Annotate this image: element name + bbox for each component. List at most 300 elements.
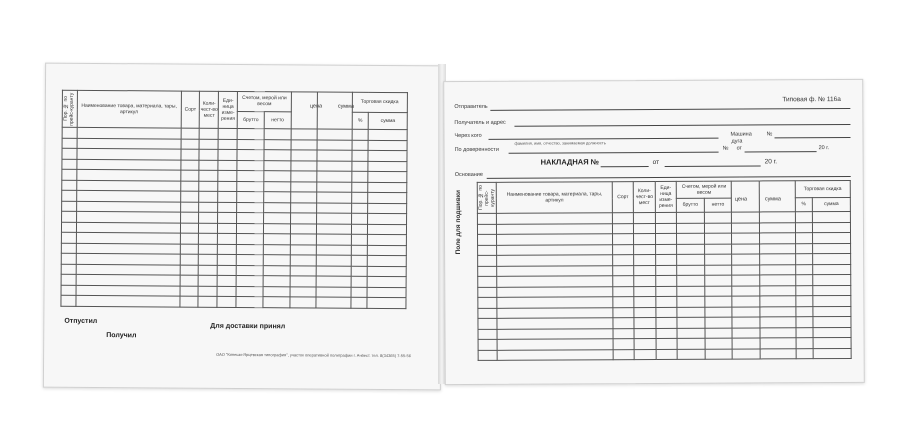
- left-table-cell: [236, 275, 263, 286]
- left-table-cell: [264, 139, 291, 150]
- left-table-cell: [62, 190, 77, 201]
- right-table-cell: [656, 349, 678, 360]
- rcol-pct: %: [795, 197, 812, 211]
- right-table-cell: [634, 212, 656, 223]
- left-table-cell: [180, 275, 199, 286]
- rcol-counted: Счетом, мерой или весом: [676, 181, 731, 198]
- left-table-cell: [180, 170, 199, 181]
- right-table-cell: [732, 327, 760, 338]
- right-price-label: цена: [734, 196, 748, 203]
- right-table-cell: [677, 307, 705, 318]
- left-table-cell: [264, 160, 291, 171]
- right-table-cell: [732, 233, 760, 244]
- left-table-cell: [352, 140, 369, 151]
- left-table-cell: [351, 276, 368, 287]
- left-table-cell: [180, 202, 199, 213]
- right-table-cell: [634, 296, 656, 307]
- right-table-cell: [497, 213, 613, 224]
- right-table-cell: [612, 223, 634, 234]
- arc-label: дуга: [731, 138, 743, 145]
- left-table-cell: [263, 223, 290, 234]
- left-table-cell: [317, 224, 351, 235]
- right-table-cell: [612, 213, 634, 224]
- power-date-line: [745, 151, 817, 152]
- right-table-cell: [656, 317, 678, 328]
- form-code: Типовая ф. № 116а: [782, 96, 841, 104]
- left-table-cell: [76, 253, 180, 264]
- col-qty: Коли-чест-во мест: [200, 91, 219, 128]
- right-table-cell: [705, 338, 733, 349]
- left-table-cell: [317, 203, 351, 214]
- left-table-cell: [62, 180, 77, 191]
- right-table-cell: [497, 276, 613, 287]
- invoice-no-line: [601, 166, 649, 167]
- left-table-cell: [263, 244, 290, 255]
- right-table-cell: [478, 234, 497, 245]
- basis-line: [487, 176, 851, 179]
- right-table-cell: [813, 222, 851, 233]
- rcol-unit: Еди-ница изме-рения: [655, 181, 677, 212]
- left-table-cell: [199, 233, 218, 244]
- col-price-list-no: Пор. № по прейс-куранту: [62, 90, 77, 127]
- left-table-cell: [198, 296, 217, 307]
- left-table-cell: [61, 243, 76, 254]
- right-table-cell: [497, 265, 613, 276]
- col-sum: [317, 92, 352, 129]
- right-table-cell: [634, 317, 656, 328]
- left-table-cell: [264, 181, 291, 192]
- right-table-cell: [760, 348, 796, 359]
- left-table-cell: [77, 180, 181, 191]
- col-counted: Счетом, мерой или весом: [238, 91, 292, 111]
- left-table-cell: [76, 232, 180, 243]
- left-table-cell: [218, 181, 237, 192]
- left-table-cell: [62, 211, 77, 222]
- left-table-cell: [217, 296, 236, 307]
- left-table-cell: [351, 203, 368, 214]
- right-table-cell: [477, 224, 496, 235]
- left-table-cell: [290, 244, 317, 255]
- left-table-cell: [180, 244, 199, 255]
- left-table-cell: [367, 297, 406, 308]
- right-table-cell: [760, 264, 796, 275]
- left-table-cell: [237, 202, 264, 213]
- right-table-cell: [813, 306, 851, 317]
- right-table-cell: [760, 317, 796, 328]
- left-table-cell: [291, 181, 318, 192]
- left-table-cell: [351, 255, 368, 266]
- rcol-netto: нетто: [704, 198, 732, 212]
- left-table-cell: [367, 266, 406, 277]
- left-table-cell: [317, 129, 351, 140]
- right-table-cell: [477, 213, 496, 224]
- left-table-cell: [180, 233, 199, 244]
- left-table-cell: [76, 211, 180, 222]
- right-table-cell: [759, 222, 795, 233]
- right-goods-table: [477, 180, 852, 361]
- right-table-cell: [704, 244, 732, 255]
- left-table-cell: [62, 201, 77, 212]
- sender-line: [490, 108, 850, 111]
- right-table-cell: [796, 317, 813, 328]
- right-table-cell: [613, 349, 635, 360]
- right-table-body: [477, 211, 851, 360]
- left-table-cell: [291, 150, 318, 161]
- right-table-cell: [796, 338, 813, 349]
- left-table-cell: [61, 295, 76, 306]
- right-table-cell: [634, 307, 656, 318]
- left-table-cell: [263, 286, 290, 297]
- right-table-cell: [796, 306, 813, 317]
- right-table-cell: [704, 212, 732, 223]
- left-table-cell: [237, 223, 264, 234]
- left-table-cell: [61, 232, 76, 243]
- left-table-cell: [62, 159, 77, 170]
- left-table-cell: [316, 255, 350, 266]
- right-table-cell: [733, 348, 761, 359]
- right-table-cell: [634, 223, 656, 234]
- left-table-cell: [76, 222, 180, 233]
- right-table-cell: [759, 233, 795, 244]
- left-table-cell: [237, 139, 264, 150]
- left-table-cell: [291, 171, 318, 182]
- rcol-brutto: брутто: [677, 198, 705, 212]
- right-sum-label: сумма: [764, 196, 781, 203]
- right-table-cell: [634, 233, 656, 244]
- right-table-cell: [795, 233, 812, 244]
- left-table-cell: [180, 254, 199, 265]
- left-table-cell: [200, 128, 219, 139]
- left-table-cell: [368, 245, 407, 256]
- left-table-cell: [263, 255, 290, 266]
- left-table-cell: [62, 148, 77, 159]
- left-table-cell: [61, 253, 76, 264]
- right-table-cell: [813, 285, 851, 296]
- right-table-cell: [497, 318, 613, 329]
- right-table-row: [478, 348, 851, 360]
- right-table-cell: [478, 255, 497, 266]
- right-table-cell: [795, 264, 812, 275]
- right-table-cell: [704, 254, 732, 265]
- left-table-cell: [290, 297, 317, 308]
- left-table-cell: [76, 243, 180, 254]
- right-table-cell: [732, 275, 760, 286]
- left-table-cell: [351, 182, 368, 193]
- right-table-cell: [613, 328, 635, 339]
- right-table-cell: [677, 265, 705, 276]
- left-table-cell: [351, 287, 368, 298]
- left-table-cell: [199, 254, 218, 265]
- right-table-cell: [677, 233, 705, 244]
- left-table-cell: [218, 149, 237, 160]
- right-table-cell: [732, 338, 760, 349]
- left-table-cell: [77, 169, 181, 180]
- left-table-cell: [351, 297, 368, 308]
- left-table-cell: [368, 171, 407, 182]
- right-table-cell: [705, 307, 733, 318]
- left-table-cell: [218, 212, 237, 223]
- printer-imprint: ОАО "Кинеши-Ярцевская типография", участок оперативной полиграфии г. Ачбест. тел. 8(34365) 7-55-56: [216, 351, 411, 359]
- left-table-cell: [76, 285, 180, 296]
- left-table-cell: [264, 171, 291, 182]
- left-table-cell: [199, 181, 218, 192]
- right-table-cell: [497, 307, 613, 318]
- right-table-cell: [795, 254, 812, 265]
- right-table-cell: [478, 297, 497, 308]
- left-table-cell: [290, 192, 317, 203]
- left-table-cell: [198, 286, 217, 297]
- right-table-cell: [732, 254, 760, 265]
- left-table-row: [61, 295, 406, 308]
- rcol-qty: Коли-чест-во мест: [634, 181, 656, 212]
- right-table-cell: [705, 328, 733, 339]
- right-table-cell: [813, 295, 851, 306]
- left-table-cell: [264, 202, 291, 213]
- right-table-cell: [478, 329, 497, 340]
- binding-field-text: Поле для подшивки: [455, 190, 462, 255]
- right-table-cell: [732, 264, 760, 275]
- left-table-cell: [368, 224, 407, 235]
- right-table-cell: [655, 254, 677, 265]
- left-table-cell: [180, 286, 199, 297]
- right-table-cell: [497, 244, 613, 255]
- right-table-cell: [655, 223, 677, 234]
- right-table-cell: [760, 296, 796, 307]
- right-table-cell: [677, 244, 705, 255]
- right-table-cell: [498, 349, 614, 360]
- left-table-cell: [61, 264, 76, 275]
- left-table-cell: [236, 296, 263, 307]
- right-table-cell: [760, 285, 796, 296]
- machine-no-label: №: [766, 131, 773, 138]
- left-table-cell: [290, 234, 317, 245]
- right-table-cell: [812, 211, 850, 222]
- left-table-cell: [199, 275, 218, 286]
- right-table-cell: [497, 339, 613, 350]
- left-table-cell: [218, 128, 237, 139]
- right-table-cell: [613, 318, 635, 329]
- col-pct: %: [352, 112, 369, 129]
- left-table-cell: [62, 169, 77, 180]
- left-table-cell: [263, 297, 290, 308]
- right-table-cell: [705, 286, 733, 297]
- right-table-cell: [704, 233, 732, 244]
- left-table-cell: [290, 276, 317, 287]
- left-table-cell: [180, 181, 199, 192]
- released-label: Отпустил: [64, 317, 98, 325]
- left-table-cell: [236, 286, 263, 297]
- left-table-cell: [77, 201, 181, 212]
- left-table-cell: [368, 182, 407, 193]
- received-label: Получил: [106, 332, 137, 340]
- right-table-cell: [732, 243, 760, 254]
- left-table-cell: [62, 138, 77, 149]
- left-table-cell: [218, 244, 237, 255]
- left-table-cell: [61, 274, 76, 285]
- left-table-cell: [77, 190, 181, 201]
- rcol-sort: Сорт: [612, 182, 634, 213]
- left-table-cell: [316, 266, 350, 277]
- left-table-cell: [351, 161, 368, 172]
- left-table-cell: [237, 128, 264, 139]
- col-price: [291, 92, 318, 129]
- left-table-cell: [237, 181, 264, 192]
- right-table-cell: [612, 244, 634, 255]
- left-table-cell: [351, 192, 368, 203]
- left-table-cell: [351, 266, 368, 277]
- right-table-cell: [760, 338, 796, 349]
- left-table-cell: [317, 213, 351, 224]
- right-table-cell: [813, 327, 851, 338]
- left-table-cell: [199, 265, 218, 276]
- left-table-cell: [368, 255, 407, 266]
- right-table-cell: [478, 350, 497, 361]
- left-table-cell: [368, 213, 407, 224]
- left-table-cell: [263, 234, 290, 245]
- right-table-cell: [634, 265, 656, 276]
- right-table-cell: [478, 308, 497, 319]
- right-table-cell: [795, 212, 812, 223]
- rcol-disc-sum: сумма: [812, 197, 850, 212]
- left-table-cell: [264, 150, 291, 161]
- left-table-cell: [76, 274, 180, 285]
- left-table-cell: [368, 161, 407, 172]
- right-table-cell: [813, 243, 851, 254]
- right-table-cell: [760, 327, 796, 338]
- left-table-cell: [218, 170, 237, 181]
- left-table-cell: [351, 234, 368, 245]
- left-table-cell: [62, 127, 77, 138]
- rcol-discount: Торговая скидка: [795, 180, 850, 197]
- left-table-cell: [263, 276, 290, 287]
- via-label: Через кого: [454, 132, 482, 140]
- right-table-cell: [478, 339, 497, 350]
- left-table-cell: [316, 297, 350, 308]
- left-table-cell: [77, 159, 181, 170]
- right-table-cell: [732, 296, 760, 307]
- right-table-cell: [705, 317, 733, 328]
- power-label: По доверенности: [454, 146, 499, 154]
- left-table-cell: [290, 213, 317, 224]
- right-table-cell: [634, 254, 656, 265]
- right-table-cell: [796, 348, 813, 359]
- left-table-cell: [290, 202, 317, 213]
- left-table-cell: [218, 265, 237, 276]
- left-table-cell: [317, 171, 351, 182]
- right-table-cell: [759, 212, 795, 223]
- left-table-cell: [199, 223, 218, 234]
- right-table-cell: [655, 265, 677, 276]
- right-table-cell: [634, 328, 656, 339]
- right-table-cell: [634, 275, 656, 286]
- right-table-cell: [613, 276, 635, 287]
- left-table-cell: [77, 148, 181, 159]
- right-table-cell: [705, 275, 733, 286]
- right-table-cell: [677, 286, 705, 297]
- right-table-cell: [497, 286, 613, 297]
- left-table-cell: [218, 139, 237, 150]
- left-table-cell: [77, 138, 181, 149]
- left-table-body: [61, 127, 407, 308]
- left-table-cell: [237, 233, 264, 244]
- right-table-cell: [732, 212, 760, 223]
- recipient-line: [514, 124, 850, 127]
- right-table-cell: [760, 306, 796, 317]
- right-table-cell: [634, 349, 656, 360]
- right-table-cell: [732, 306, 760, 317]
- left-table-cell: [290, 286, 317, 297]
- left-table-cell: [199, 212, 218, 223]
- binding-field-label: [455, 190, 465, 300]
- right-table-cell: [478, 245, 497, 256]
- left-table-cell: [317, 161, 351, 172]
- left-table-cell: [317, 182, 351, 193]
- right-table-cell: [613, 286, 635, 297]
- right-table-cell: [497, 255, 613, 266]
- left-table-cell: [236, 265, 263, 276]
- rcol-name: Наименование товара, материала, тары, артикул: [497, 182, 613, 214]
- col-brutto: брутто: [237, 111, 264, 128]
- right-table-cell: [705, 349, 733, 360]
- right-page: [443, 79, 865, 385]
- via-hint: фамилия, имя, отчество, занимаемая должность: [514, 140, 606, 146]
- left-table-cell: [180, 212, 199, 223]
- left-table-cell: [237, 244, 264, 255]
- left-table-cell: [199, 244, 218, 255]
- right-table-cell: [497, 328, 613, 339]
- delivery-label: Для доставки принял: [210, 322, 286, 331]
- right-table-cell: [612, 234, 634, 245]
- right-table-cell: [677, 338, 705, 349]
- left-table-cell: [199, 149, 218, 160]
- right-table-cell: [677, 328, 705, 339]
- right-table-cell: [796, 285, 813, 296]
- right-table-cell: [613, 265, 635, 276]
- left-table-cell: [180, 265, 199, 276]
- right-table-cell: [813, 264, 851, 275]
- sender-label: Отправитель: [454, 103, 488, 111]
- left-table-cell: [368, 150, 407, 161]
- right-table-cell: [613, 307, 635, 318]
- right-table-cell: [813, 253, 851, 264]
- right-table-cell: [612, 255, 634, 266]
- left-table-cell: [217, 275, 236, 286]
- col-sort: Сорт: [181, 91, 200, 128]
- left-table-cell: [237, 149, 264, 160]
- right-table-cell: [732, 222, 760, 233]
- right-table-cell: [795, 275, 812, 286]
- right-table-cell: [677, 296, 705, 307]
- right-table-cell: [634, 244, 656, 255]
- basis-label: Основание: [454, 171, 483, 179]
- left-table-cell: [218, 233, 237, 244]
- right-table-cell: [497, 234, 613, 245]
- right-table-cell: [796, 327, 813, 338]
- left-table-cell: [290, 223, 317, 234]
- power-line: [509, 152, 719, 154]
- right-table-cell: [760, 275, 796, 286]
- left-table-cell: [317, 150, 351, 161]
- right-table-cell: [497, 223, 613, 234]
- right-table-cell: [704, 265, 732, 276]
- right-table-cell: [478, 266, 497, 277]
- right-table-cell: [760, 254, 796, 265]
- left-table-cell: [351, 224, 368, 235]
- left-table-cell: [291, 160, 318, 171]
- recipient-label: Получатель и адрес: [454, 119, 506, 127]
- left-table-cell: [317, 245, 351, 256]
- left-table-cell: [368, 203, 407, 214]
